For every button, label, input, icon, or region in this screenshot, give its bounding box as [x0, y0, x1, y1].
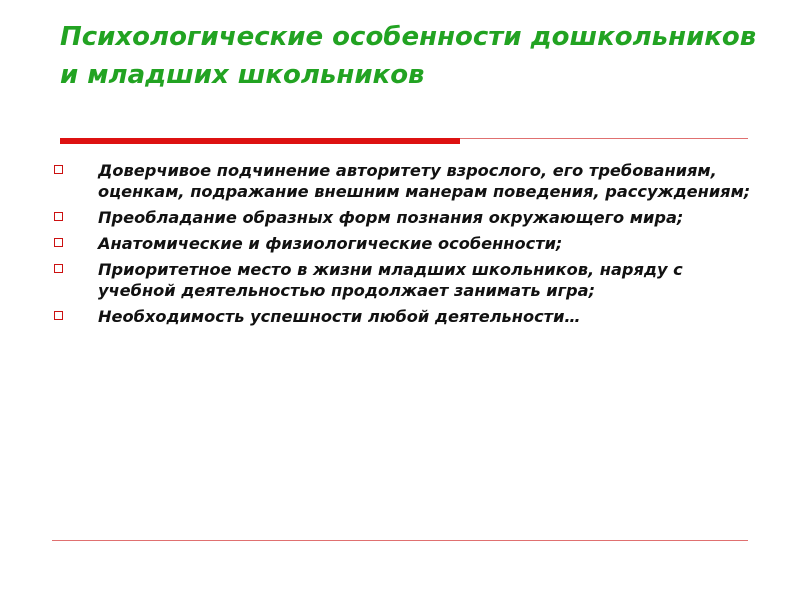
bullet-list	[52, 160, 752, 332]
bullet-item	[52, 306, 752, 327]
bullet-item	[52, 233, 752, 254]
square-bullet-icon	[54, 212, 63, 221]
square-bullet-icon	[54, 311, 63, 320]
bullet-text: Доверчивое подчинение авторитету взрослого, его требованиям, оценкам, подражание внешним манерам поведения, рассуждениям;	[98, 161, 751, 201]
bullet-item	[52, 207, 752, 228]
bullet-item	[52, 259, 752, 301]
title-underline-accent	[60, 138, 460, 144]
slide-title: Психологические особенности дошкольников и младших школьников	[60, 22, 757, 90]
title-underline-rule	[460, 138, 748, 139]
bullet-text: Приоритетное место в жизни младших школьников, наряду с учебной деятельностью продолжает занимать игра;	[98, 260, 683, 300]
square-bullet-icon	[54, 238, 63, 247]
square-bullet-icon	[54, 165, 63, 174]
bullet-text: Преобладание образных форм познания окружающего мира;	[98, 208, 684, 227]
bullet-text: Анатомические и физиологические особенности;	[98, 234, 563, 253]
footer-rule	[52, 540, 748, 541]
bullet-item	[52, 160, 752, 202]
square-bullet-icon	[54, 264, 63, 273]
bullet-text: Необходимость успешности любой деятельности…	[98, 307, 581, 326]
